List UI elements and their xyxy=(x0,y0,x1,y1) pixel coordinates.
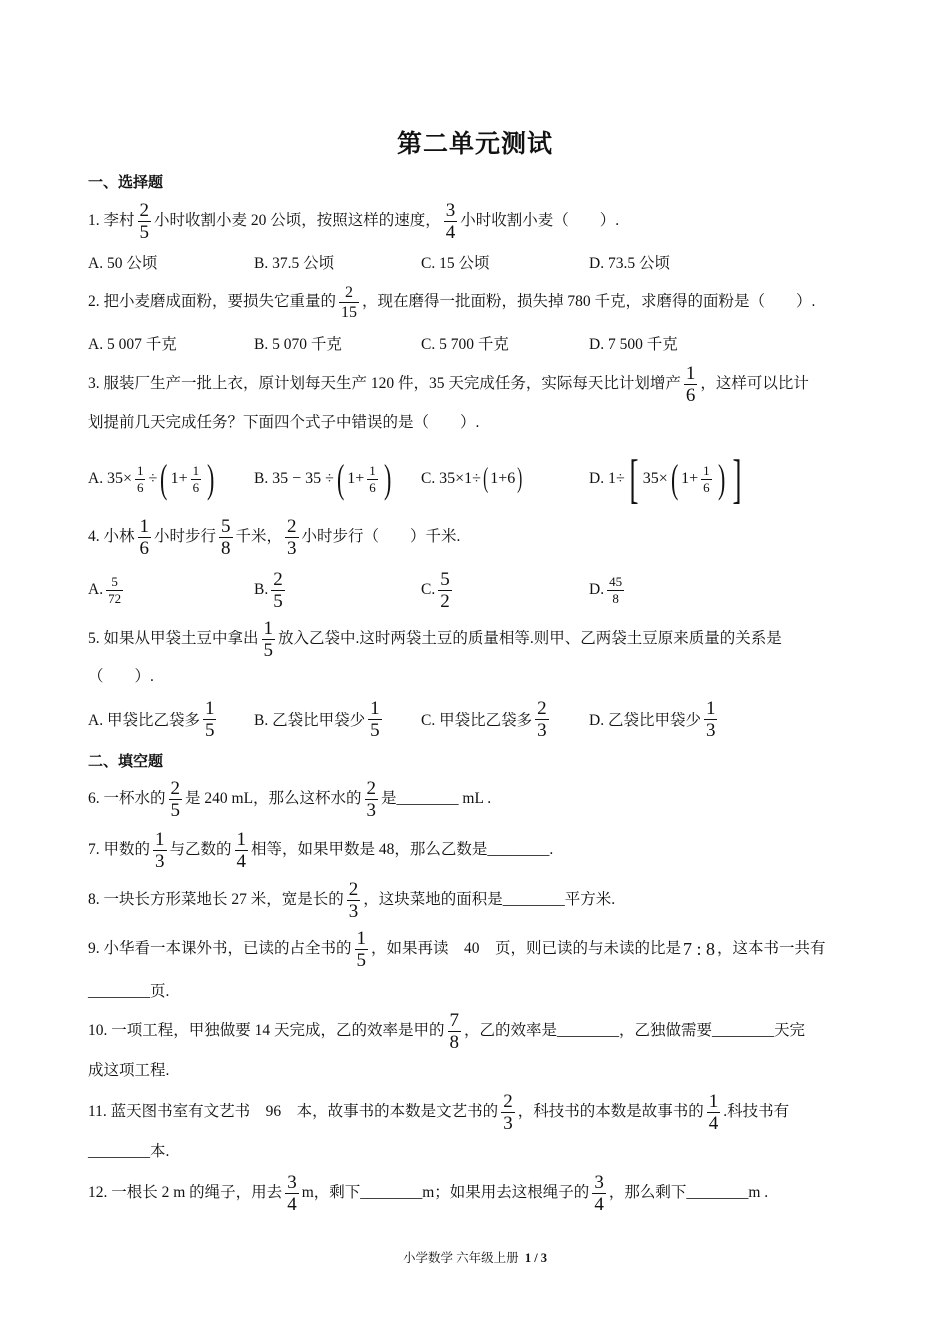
question-3-line-2: 划提前几天完成任务？下面四个式子中错误的是（ ）. xyxy=(88,414,480,431)
numerator: 1 xyxy=(370,697,380,719)
denominator: 3 xyxy=(348,900,359,922)
expr: ÷ xyxy=(148,470,158,487)
numerator: 1 xyxy=(705,697,716,719)
q12-text-b[interactable]: m，剩下________m；如果用去这根绳子的 xyxy=(301,1184,590,1201)
denominator: 5 xyxy=(139,221,150,243)
q2-options xyxy=(88,323,868,363)
q5-text-a: 5. 如果从甲袋土豆中拿出 xyxy=(88,630,259,647)
denominator: 6 xyxy=(192,479,200,495)
ratio: 7 : 8 xyxy=(683,939,716,959)
q10-answer-blanks[interactable]: ，乙的效率是________，乙独做需要________天完 xyxy=(464,1022,806,1039)
denominator: 5 xyxy=(273,590,283,612)
fraction xyxy=(535,698,549,741)
q3-text-a: 3. 服装厂生产一批上衣，原计划每天生产 120 件，35 天完成任务，实际每天比计划增产 xyxy=(88,375,681,392)
q7-text-b: 与乙数的 xyxy=(169,841,232,858)
option-b-label: B. xyxy=(254,470,269,487)
fraction xyxy=(138,516,152,559)
numerator: 7 xyxy=(449,1009,460,1031)
option-d-label: D. xyxy=(589,581,605,598)
question-9-line-2[interactable]: ________页. xyxy=(88,983,170,1000)
q9-text-b: ，如果再读 40 页，则已读的与未读的比是 xyxy=(371,940,682,957)
option-c[interactable] xyxy=(421,456,525,502)
option-a[interactable]: A. 5 007 千克 xyxy=(88,336,177,353)
denominator: 72 xyxy=(108,590,122,606)
option-d[interactable] xyxy=(589,568,627,612)
numerator: 1 xyxy=(685,362,696,384)
right-paren: ) xyxy=(207,456,215,501)
option-d[interactable] xyxy=(589,697,720,741)
fraction xyxy=(501,1091,515,1134)
numerator: 1 xyxy=(204,697,215,719)
denominator: 6 xyxy=(703,479,710,495)
fraction xyxy=(106,574,123,607)
q12-text-a: 12. 一根长 2 m 的绳子，用去 xyxy=(88,1184,283,1201)
q1-options xyxy=(88,242,868,282)
fraction xyxy=(235,829,249,872)
question-4 xyxy=(88,514,864,560)
denominator: 8 xyxy=(449,1031,460,1053)
option-c[interactable]: C. 15 公顷 xyxy=(421,255,490,272)
question-6 xyxy=(88,776,864,822)
fraction xyxy=(365,778,379,821)
question-7 xyxy=(88,827,864,873)
denominator: 3 xyxy=(537,719,547,741)
option-a[interactable] xyxy=(88,568,126,612)
q2-text-a: 2. 把小麦磨成面粉，要损失它重量的 xyxy=(88,293,337,310)
numerator: 5 xyxy=(106,574,123,591)
expr: 1+ xyxy=(681,470,699,487)
fraction xyxy=(444,200,458,243)
denominator: 4 xyxy=(445,221,456,243)
fraction xyxy=(203,698,217,741)
fraction xyxy=(684,363,698,406)
q12-answer-blank[interactable]: ，那么剩下________m . xyxy=(608,1184,769,1201)
option-b[interactable] xyxy=(254,697,385,741)
denominator: 5 xyxy=(356,949,367,971)
expr: 1+ xyxy=(170,470,188,487)
option-d[interactable]: D. 7 500 千克 xyxy=(589,336,678,353)
denominator: 5 xyxy=(370,719,380,741)
q4-text-a: 4. 小林 xyxy=(88,528,135,545)
option-d[interactable]: D. 73.5 公顷 xyxy=(589,255,670,272)
denominator: 4 xyxy=(287,1193,297,1215)
left-paren: ( xyxy=(336,456,345,501)
numerator: 2 xyxy=(339,283,359,303)
question-11 xyxy=(88,1089,864,1135)
question-2 xyxy=(88,280,864,324)
fraction xyxy=(191,463,202,496)
q9-text-a: 9. 小华看一本课外书，已读的占全书的 xyxy=(88,940,352,957)
option-c[interactable] xyxy=(421,568,455,612)
fraction xyxy=(448,1010,462,1053)
fraction xyxy=(285,516,299,559)
numerator: 2 xyxy=(348,878,359,900)
q1-text-b: 小时收割小麦 20 公顷，按照这样的速度， xyxy=(154,212,441,229)
section-heading-fill: 二、填空题 xyxy=(88,754,164,770)
option-b[interactable] xyxy=(254,456,394,502)
denominator: 5 xyxy=(204,719,215,741)
q7-answer-blank[interactable]: 相等，如果甲数是 48，那么乙数是________. xyxy=(251,841,554,858)
numerator: 3 xyxy=(287,1171,297,1193)
numerator: 2 xyxy=(170,777,181,799)
page-footer xyxy=(0,1248,950,1266)
numerator: 5 xyxy=(440,568,450,590)
question-10 xyxy=(88,1008,864,1054)
numerator: 2 xyxy=(139,199,150,221)
footer-text: 小学数学 六年级上册 xyxy=(402,1251,519,1265)
denominator: 6 xyxy=(369,479,376,495)
q8-text-a: 8. 一块长方形菜地长 27 米，宽是长的 xyxy=(88,891,344,908)
numerator: 3 xyxy=(594,1171,604,1193)
expr: 35 − 35 ÷ xyxy=(272,470,334,487)
left-paren: ( xyxy=(160,456,168,501)
numerator: 3 xyxy=(445,199,456,221)
option-c[interactable] xyxy=(421,697,552,741)
expr: 1+6 xyxy=(490,470,516,487)
numerator: 2 xyxy=(366,777,377,799)
q1-text-c: 小时收割小麦（ ）. xyxy=(460,212,620,229)
numerator: 1 xyxy=(136,462,144,478)
q11-text-a: 11. 蓝天图书室有文艺书 96 本，故事书的本数是文艺书的 xyxy=(88,1103,499,1120)
fraction xyxy=(367,463,378,496)
numerator: 45 xyxy=(609,573,623,589)
numerator: 1 xyxy=(703,462,710,478)
option-a[interactable]: A. 50 公顷 xyxy=(88,255,158,272)
question-10-line-2: 成这项工程. xyxy=(88,1062,170,1079)
page-number: 1 / 3 xyxy=(524,1251,548,1265)
left-bracket: [ xyxy=(629,449,639,509)
fraction xyxy=(701,463,712,496)
fraction xyxy=(262,618,276,661)
option-a-label: A. xyxy=(88,470,104,487)
denominator: 6 xyxy=(685,384,696,406)
option-b-label: B. 乙袋比甲袋少 xyxy=(254,712,366,729)
right-paren: ) xyxy=(717,456,725,501)
numerator: 2 xyxy=(287,515,297,537)
numerator: 1 xyxy=(236,828,247,850)
option-a[interactable] xyxy=(88,697,219,741)
expr: 35× xyxy=(106,470,132,487)
option-a-label: A. xyxy=(88,581,104,598)
expr: 35×1÷ xyxy=(439,470,481,487)
right-bracket: ] xyxy=(732,449,742,509)
numerator: 1 xyxy=(139,515,150,537)
q8-answer-blank[interactable]: ，这块菜地的面积是________平方米. xyxy=(363,891,616,908)
q11-text-c: .科技书有 xyxy=(723,1103,790,1120)
fraction xyxy=(285,1172,299,1215)
fraction xyxy=(271,569,285,612)
expr: 1+ xyxy=(347,470,365,487)
question-12 xyxy=(88,1170,864,1216)
option-c-label: C. 甲袋比乙袋多 xyxy=(421,712,533,729)
denominator: 8 xyxy=(612,590,619,606)
fraction xyxy=(135,463,146,496)
option-b[interactable]: B. 5 070 千克 xyxy=(254,336,342,353)
right-paren: ) xyxy=(383,456,392,501)
option-a[interactable] xyxy=(88,456,217,502)
option-c-label: C. xyxy=(421,470,436,487)
fraction xyxy=(438,569,452,612)
q6-text-a: 6. 一杯水的 xyxy=(88,790,166,807)
fraction xyxy=(138,200,152,243)
numerator: 5 xyxy=(221,515,231,537)
option-b[interactable]: B. 37.5 公顷 xyxy=(254,255,335,272)
denominator: 3 xyxy=(155,850,165,872)
fraction xyxy=(355,928,369,971)
expr: 1÷ xyxy=(607,470,625,487)
denominator: 3 xyxy=(705,719,716,741)
fraction xyxy=(707,1091,721,1134)
q10-text-a: 10. 一项工程，甲独做要 14 天完成，乙的效率是甲的 xyxy=(88,1022,445,1039)
q4-text-b: 小时步行 xyxy=(154,528,217,545)
question-1 xyxy=(88,200,864,242)
q1-text-a: 1. 李村 xyxy=(88,212,135,229)
numerator: 2 xyxy=(537,697,547,719)
fraction xyxy=(368,698,382,741)
q7-text-a: 7. 甲数的 xyxy=(88,841,151,858)
question-5-line-2: （ ）. xyxy=(88,668,154,685)
numerator: 1 xyxy=(155,828,165,850)
right-paren: ) xyxy=(517,463,523,494)
numerator: 2 xyxy=(503,1090,513,1112)
option-c-label: C. xyxy=(421,581,436,598)
numerator: 1 xyxy=(708,1090,719,1112)
numerator: 1 xyxy=(192,462,200,478)
expr: 35× xyxy=(642,470,668,487)
fraction xyxy=(339,283,359,322)
denominator: 4 xyxy=(236,850,247,872)
page-title: 第二单元测试 xyxy=(396,131,553,158)
left-paren: ( xyxy=(483,463,489,494)
option-b[interactable] xyxy=(254,568,288,612)
q6-text-b: 是 240 mL，那么这杯水的 xyxy=(185,790,362,807)
q6-answer-blank[interactable]: 是________ mL . xyxy=(381,790,492,807)
denominator: 15 xyxy=(341,303,358,321)
q2-text-b: ，现在磨得一批面粉，损失掉 780 千克，求磨得的面粉是（ ）. xyxy=(362,293,816,310)
option-c[interactable]: C. 5 700 千克 xyxy=(421,336,509,353)
q3-text-b: ，这样可以比计 xyxy=(700,375,809,392)
denominator: 2 xyxy=(440,590,450,612)
q5-text-b: 放入乙袋中.这时两袋土豆的质量相等.则甲、乙两袋土豆原来质量的关系是 xyxy=(278,630,782,647)
fraction xyxy=(169,778,183,821)
question-5 xyxy=(88,616,864,662)
option-a-label: A. 甲袋比乙袋多 xyxy=(88,712,200,729)
option-b-label: B. xyxy=(254,581,269,598)
fraction xyxy=(607,574,624,607)
q4-text-c: 千米， xyxy=(235,528,283,545)
fraction xyxy=(153,829,167,872)
denominator: 6 xyxy=(139,537,150,559)
denominator: 6 xyxy=(136,479,144,495)
denominator: 5 xyxy=(170,799,181,821)
q9-text-c: ，这本书一共有 xyxy=(717,940,826,957)
q11-text-b: ，科技书的本数是故事书的 xyxy=(517,1103,704,1120)
question-9 xyxy=(88,926,864,972)
fraction xyxy=(592,1172,606,1215)
denominator: 5 xyxy=(263,639,274,661)
question-11-line-2[interactable]: ________本. xyxy=(88,1143,170,1160)
denominator: 3 xyxy=(503,1112,513,1134)
numerator: 1 xyxy=(369,462,376,478)
option-d[interactable] xyxy=(589,449,746,509)
denominator: 3 xyxy=(366,799,377,821)
section-heading-choice: 一、选择题 xyxy=(88,175,164,191)
denominator: 3 xyxy=(287,537,297,559)
numerator: 2 xyxy=(273,568,283,590)
option-d-label: D. xyxy=(589,470,605,487)
numerator: 1 xyxy=(356,927,367,949)
fraction xyxy=(347,879,361,922)
fraction xyxy=(704,698,718,741)
fraction xyxy=(219,516,233,559)
denominator: 4 xyxy=(594,1193,604,1215)
question-3 xyxy=(88,360,864,408)
left-paren: ( xyxy=(670,456,679,501)
denominator: 8 xyxy=(221,537,231,559)
q4-text-d: 小时步行（ ）千米. xyxy=(301,528,461,545)
q4-options xyxy=(88,568,868,612)
numerator: 1 xyxy=(263,617,274,639)
q5-options xyxy=(88,697,868,741)
denominator: 4 xyxy=(708,1112,719,1134)
q3-options xyxy=(88,449,868,509)
question-8 xyxy=(88,877,864,923)
option-d-label: D. 乙袋比甲袋少 xyxy=(589,712,701,729)
